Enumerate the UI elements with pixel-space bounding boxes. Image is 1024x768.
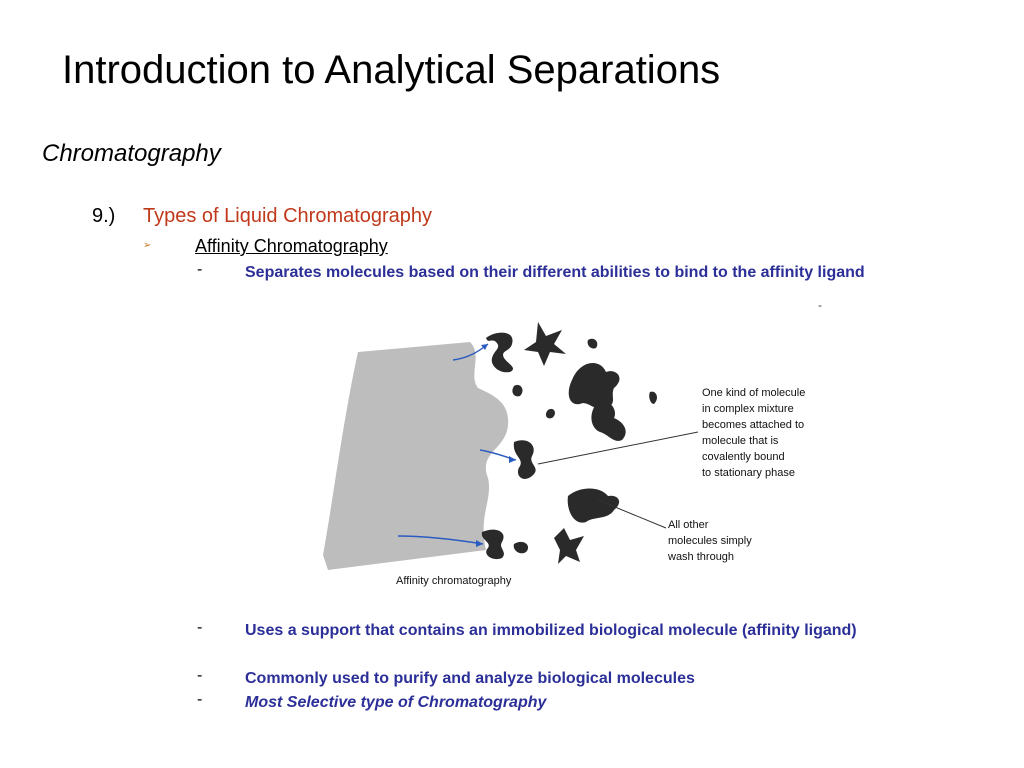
point-1: Separates molecules based on their different abilities to bind to the affinity ligand [245, 264, 865, 281]
molecule-small-top [588, 339, 598, 349]
molecule-piece-mid [546, 409, 555, 418]
point-2: Uses a support that contains an immobilized biological molecule (affinity ligand) [245, 622, 857, 639]
bound-molecule-bottom [482, 530, 504, 559]
label-attached [702, 387, 808, 479]
molecule-tiny-right [649, 392, 657, 404]
slide-title: Introduction to Analytical Separations [62, 48, 721, 92]
label-wash [667, 519, 755, 563]
molecule-large [569, 363, 620, 409]
dash-marker: - [197, 691, 203, 708]
label-attached-line: covalently bound [702, 451, 785, 463]
molecule-bottom-piece [514, 542, 528, 553]
stray-mark: - [818, 298, 822, 312]
dash-marker: - [197, 667, 203, 684]
affinity-figure [318, 300, 838, 600]
bound-molecule-middle [514, 440, 536, 479]
label-attached-line: becomes attached to [702, 419, 805, 431]
arrow-bullet-icon: ➢ [143, 240, 152, 251]
dash-marker: - [197, 261, 203, 278]
molecule-chain [591, 401, 625, 441]
label-wash-line: molecules simply [668, 535, 752, 547]
label-attached-line: molecule that is [702, 435, 779, 447]
item-number: 9.) [92, 205, 116, 227]
molecule-star [524, 322, 566, 366]
bound-molecule [486, 333, 513, 373]
item-heading: Types of Liquid Chromatography [143, 205, 433, 227]
point-3: Commonly used to purify and analyze biological molecules [245, 670, 695, 687]
molecule-bottom-right [554, 528, 584, 564]
molecule-piece-left [512, 385, 522, 396]
label-attached-line: One kind of molecule [702, 387, 806, 399]
label-wash-line: wash through [668, 551, 735, 563]
point-4: Most Selective type of Chromatography [245, 694, 547, 711]
figure-caption: Affinity chromatography [396, 575, 512, 587]
subheading: Affinity Chromatography [195, 236, 388, 256]
label-wash-line: All other [668, 519, 709, 531]
label-attached-line: in complex mixture [702, 403, 794, 415]
section-title: Chromatography [42, 140, 221, 167]
dash-marker: - [197, 619, 203, 636]
label-attached-line: to stationary phase [702, 467, 795, 479]
